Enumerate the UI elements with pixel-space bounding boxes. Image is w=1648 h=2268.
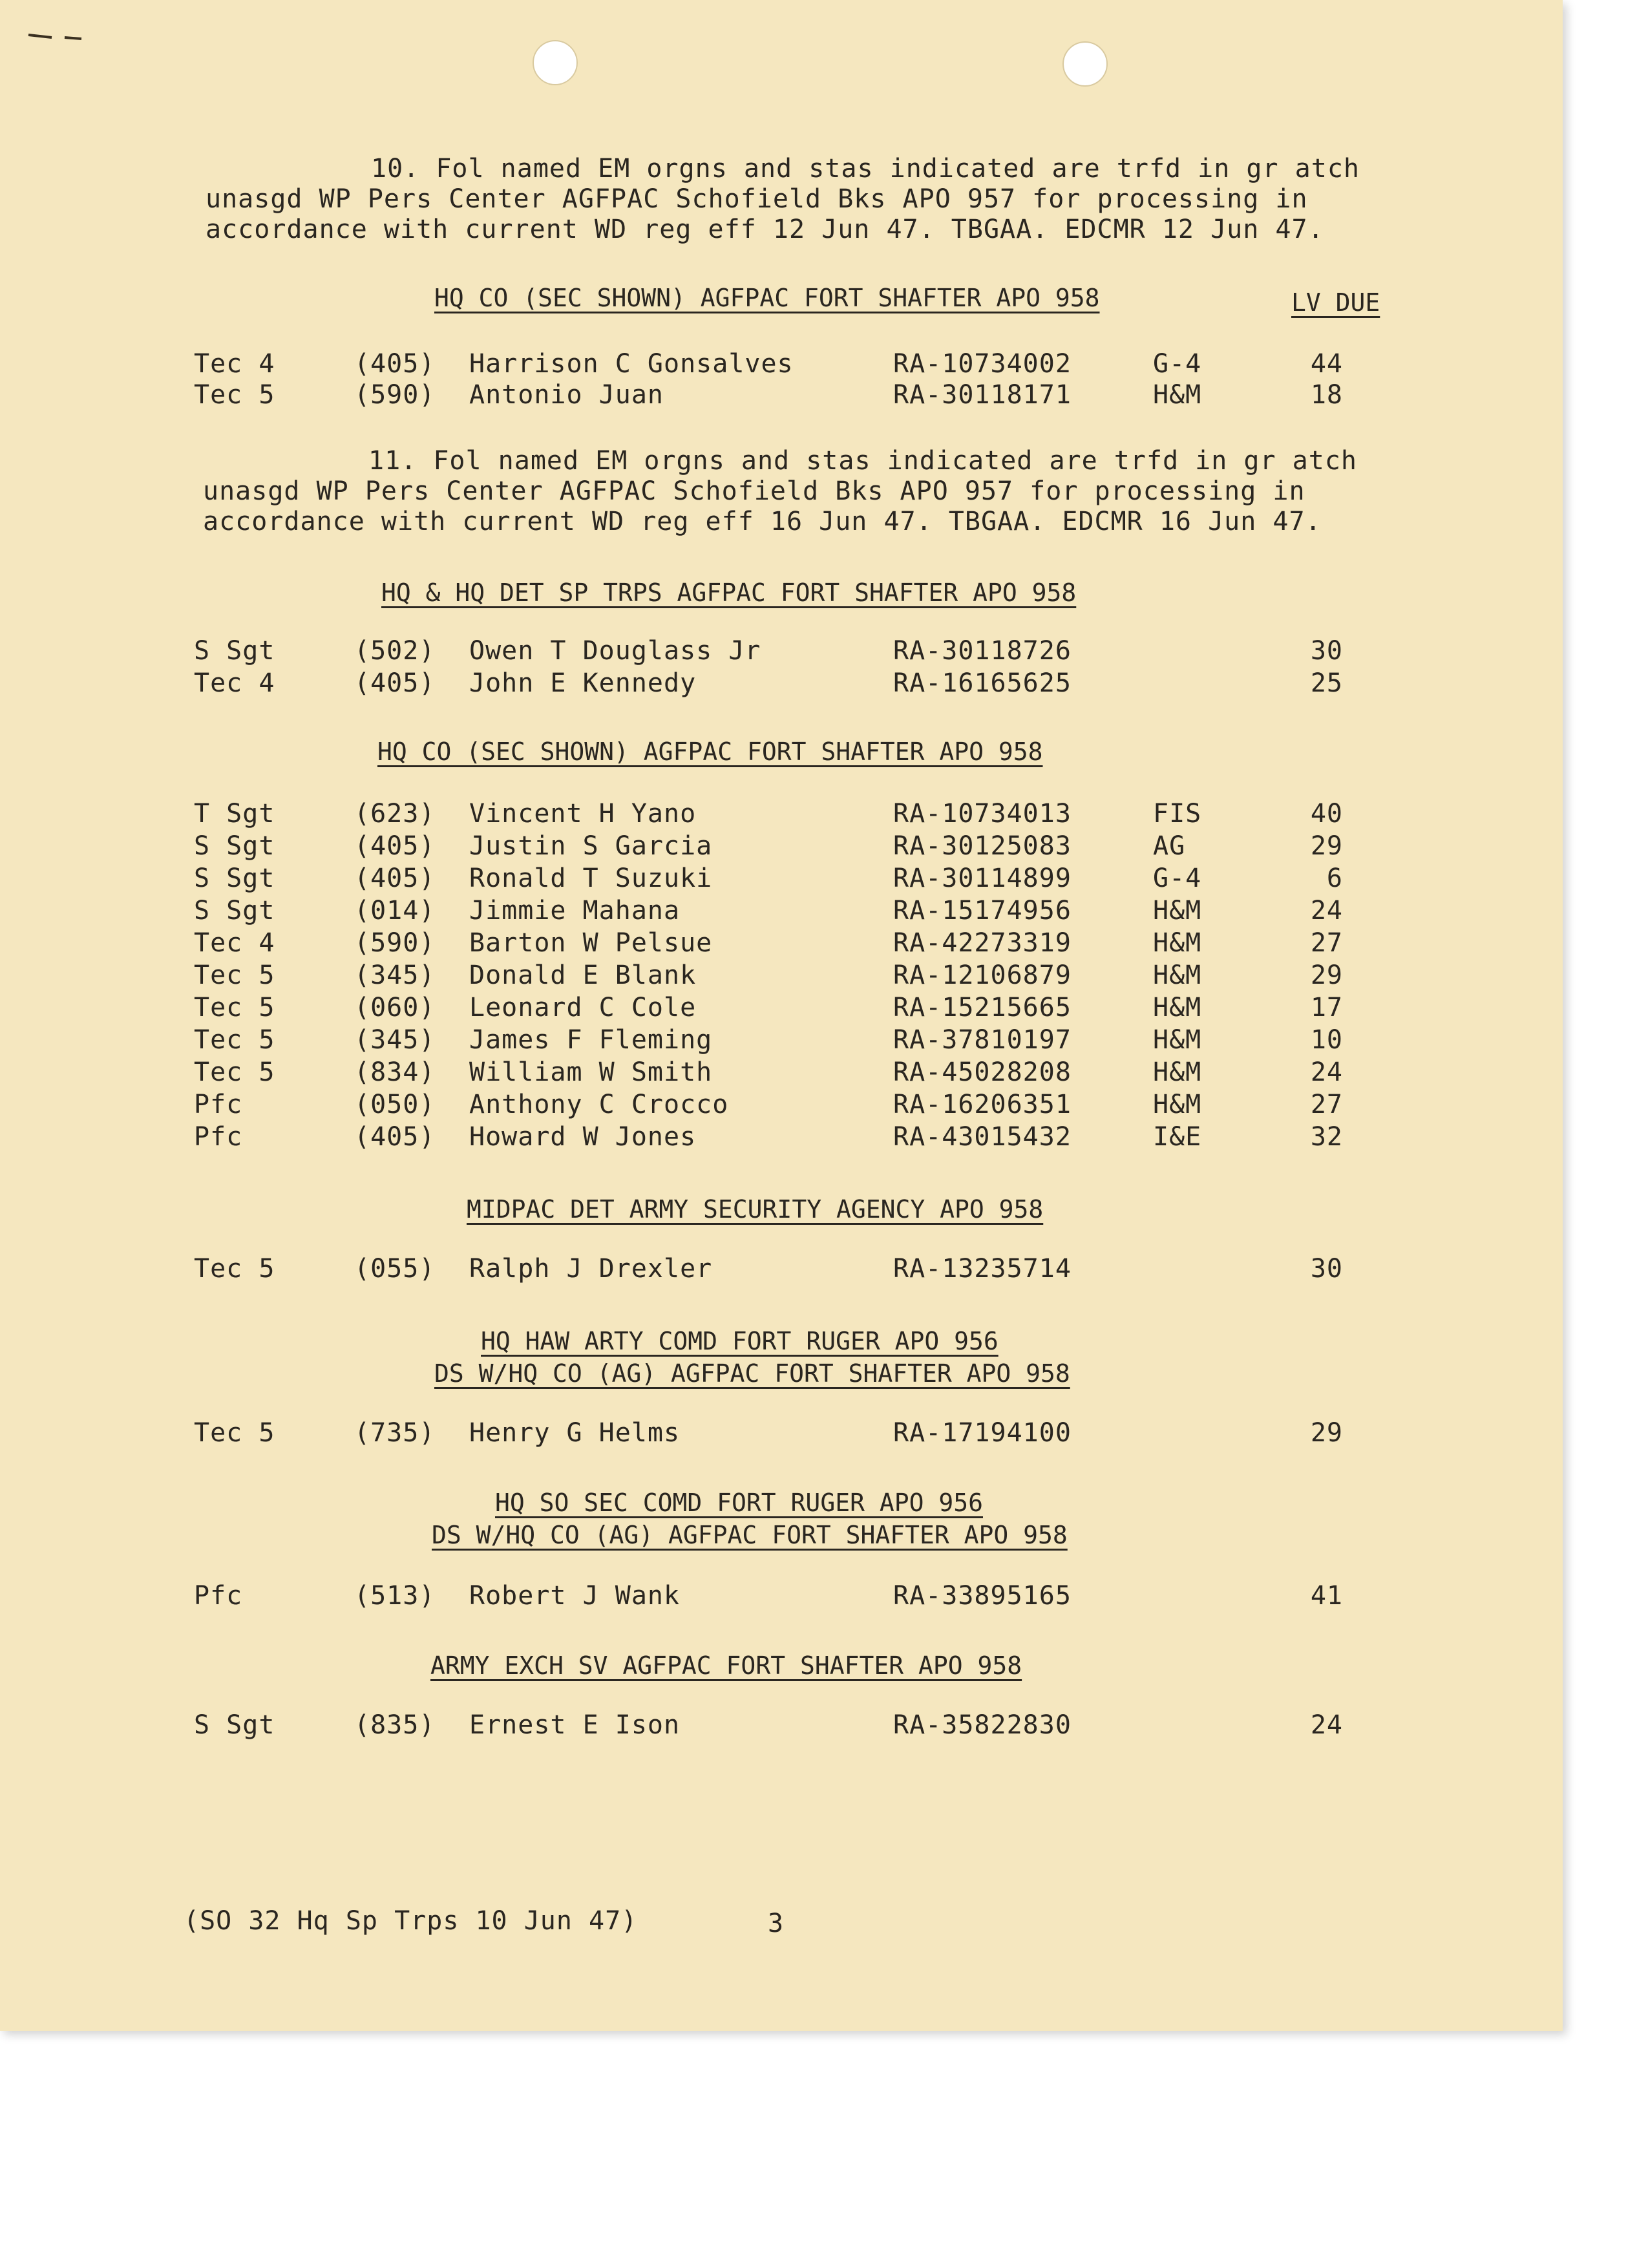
table-row [0, 349, 1563, 381]
lv-due-label: LV DUE [1291, 288, 1380, 317]
section-3-header: HQ CO (SEC SHOWN) AGFPAC FORT SHAFTER APO 958 [377, 737, 1043, 766]
paragraph-10: 10. Fol named EM orgns and stas indicated are trfd in gr atch unasgd WP Pers Center AGFPAC Schofield Bks APO 957 for processing in accordance with current WD reg eff 12 Jun 47. TBGAA. EDCMR 12 Jun 47. [206, 154, 1360, 244]
cell-name: Owen T Douglass Jr [469, 636, 761, 666]
cell-name: Vincent H Yano [469, 799, 697, 829]
cell-name: William W Smith [469, 1057, 713, 1087]
footer-reference: (SO 32 Hq Sp Trps 10 Jun 47) [184, 1906, 638, 1936]
table-row [0, 896, 1563, 928]
cell-lv: 30 [1310, 636, 1343, 666]
cell-lv: 6 [1326, 864, 1343, 893]
section-6-header-line2: DS W/HQ CO (AG) AGFPAC FORT SHAFTER APO 958 [432, 1521, 1068, 1549]
cell-lv: 24 [1310, 1057, 1343, 1087]
cell-name: James F Fleming [469, 1025, 713, 1055]
cell-grade: Tec 5 [194, 960, 275, 990]
section-2-header: HQ & HQ DET SP TRPS AGFPAC FORT SHAFTER APO 958 [381, 578, 1077, 607]
cell-mos: (405) [354, 864, 436, 893]
paragraph-11: 11. Fol named EM orgns and stas indicated are trfd in gr atch unasgd WP Pers Center AGFPAC Schofield Bks APO 957 for processing in accordance with current WD reg eff 16 Jun 47. TBGAA. EDCMR 16 Jun 47. [203, 446, 1358, 536]
cell-grade: S Sgt [194, 831, 275, 861]
cell-lv: 24 [1310, 1710, 1343, 1740]
cell-lv: 40 [1310, 799, 1343, 829]
cell-asn: RA-37810197 [893, 1025, 1072, 1055]
cell-grade: S Sgt [194, 896, 275, 926]
cell-lv: 44 [1310, 349, 1343, 379]
cell-asn: RA-10734002 [893, 349, 1072, 379]
cell-lv: 27 [1310, 928, 1343, 958]
cell-asn: RA-42273319 [893, 928, 1072, 958]
cell-mos: (405) [354, 831, 436, 861]
cell-asn: RA-33895165 [893, 1581, 1072, 1611]
cell-name: Justin S Garcia [469, 831, 713, 861]
section-4-header: MIDPAC DET ARMY SECURITY AGENCY APO 958 [467, 1195, 1044, 1224]
table-row [0, 1122, 1563, 1154]
cell-grade: T Sgt [194, 799, 275, 829]
cell-sec: H&M [1153, 928, 1202, 958]
cell-grade: S Sgt [194, 1710, 275, 1740]
cell-lv: 25 [1310, 668, 1343, 698]
cell-lv: 10 [1310, 1025, 1343, 1055]
cell-sec: H&M [1153, 1025, 1202, 1055]
cell-asn: RA-16206351 [893, 1090, 1072, 1119]
cell-asn: RA-13235714 [893, 1254, 1072, 1284]
cell-sec: H&M [1153, 380, 1202, 410]
cell-grade: Tec 5 [194, 1418, 275, 1448]
cell-name: Ernest E Ison [469, 1710, 681, 1740]
cell-name: John E Kennedy [469, 668, 697, 698]
table-row [0, 1418, 1563, 1450]
punch-hole-left [533, 40, 578, 85]
punch-hole-right [1062, 41, 1108, 87]
section-5-header-line1: HQ HAW ARTY COMD FORT RUGER APO 956 [481, 1327, 998, 1355]
page-number: 3 [768, 1909, 785, 1938]
table-row [0, 993, 1563, 1025]
cell-name: Ronald T Suzuki [469, 864, 713, 893]
table-row [0, 1057, 1563, 1090]
cell-sec: G-4 [1153, 349, 1202, 379]
cell-mos: (050) [354, 1090, 436, 1119]
cell-sec: H&M [1153, 896, 1202, 926]
cell-asn: RA-30125083 [893, 831, 1072, 861]
cell-grade: S Sgt [194, 636, 275, 666]
cell-mos: (835) [354, 1710, 436, 1740]
cell-sec: H&M [1153, 960, 1202, 990]
table-row [0, 928, 1563, 960]
cell-asn: RA-15174956 [893, 896, 1072, 926]
cell-mos: (345) [354, 1025, 436, 1055]
cell-lv: 27 [1310, 1090, 1343, 1119]
cell-grade: Tec 4 [194, 928, 275, 958]
table-row [0, 1025, 1563, 1057]
cell-asn: RA-16165625 [893, 668, 1072, 698]
cell-mos: (834) [354, 1057, 436, 1087]
cell-mos: (735) [354, 1418, 436, 1448]
cell-lv: 18 [1310, 380, 1343, 410]
cell-name: Ralph J Drexler [469, 1254, 713, 1284]
section-5-header-line2: DS W/HQ CO (AG) AGFPAC FORT SHAFTER APO 958 [434, 1359, 1070, 1388]
cell-name: Henry G Helms [469, 1418, 681, 1448]
cell-mos: (513) [354, 1581, 436, 1611]
table-row [0, 1581, 1563, 1613]
section-6-header-line1: HQ SO SEC COMD FORT RUGER APO 956 [495, 1489, 983, 1517]
section-1-header: HQ CO (SEC SHOWN) AGFPAC FORT SHAFTER APO 958 [434, 284, 1100, 312]
cell-mos: (405) [354, 668, 436, 698]
table-row [0, 799, 1563, 831]
cell-mos: (405) [354, 1122, 436, 1152]
cell-asn: RA-12106879 [893, 960, 1072, 990]
cell-sec: AG [1153, 831, 1186, 861]
cell-mos: (405) [354, 349, 436, 379]
cell-name: Barton W Pelsue [469, 928, 713, 958]
cell-asn: RA-30118171 [893, 380, 1072, 410]
cell-name: Donald E Blank [469, 960, 697, 990]
cell-asn: RA-17194100 [893, 1418, 1072, 1448]
table-row [0, 636, 1563, 668]
cell-lv: 17 [1310, 993, 1343, 1023]
cell-name: Robert J Wank [469, 1581, 681, 1611]
cell-mos: (502) [354, 636, 436, 666]
cell-grade: S Sgt [194, 864, 275, 893]
cell-lv: 29 [1310, 960, 1343, 990]
cell-grade: Pfc [194, 1122, 243, 1152]
cell-lv: 29 [1310, 831, 1343, 861]
table-row [0, 380, 1563, 412]
cell-lv: 32 [1310, 1122, 1343, 1152]
cell-mos: (060) [354, 993, 436, 1023]
cell-grade: Tec 5 [194, 1025, 275, 1055]
cell-grade: Tec 4 [194, 668, 275, 698]
cell-asn: RA-35822830 [893, 1710, 1072, 1740]
cell-name: Leonard C Cole [469, 993, 697, 1023]
cell-name: Jimmie Mahana [469, 896, 681, 926]
cell-grade: Pfc [194, 1090, 243, 1119]
cell-sec: G-4 [1153, 864, 1202, 893]
cell-mos: (055) [354, 1254, 436, 1284]
cell-sec: H&M [1153, 993, 1202, 1023]
cell-sec: H&M [1153, 1057, 1202, 1087]
table-row [0, 668, 1563, 701]
cell-lv: 29 [1310, 1418, 1343, 1448]
cell-lv: 24 [1310, 896, 1343, 926]
cell-asn: RA-43015432 [893, 1122, 1072, 1152]
cell-lv: 30 [1310, 1254, 1343, 1284]
section-7-header: ARMY EXCH SV AGFPAC FORT SHAFTER APO 958 [430, 1651, 1022, 1680]
cell-lv: 41 [1310, 1581, 1343, 1611]
cell-name: Anthony C Crocco [469, 1090, 729, 1119]
cell-sec: FIS [1153, 799, 1202, 829]
cell-asn: RA-30118726 [893, 636, 1072, 666]
pencil-mark [26, 28, 84, 41]
cell-asn: RA-30114899 [893, 864, 1072, 893]
cell-grade: Tec 5 [194, 1254, 275, 1284]
table-row [0, 960, 1563, 993]
table-row [0, 1254, 1563, 1286]
cell-mos: (345) [354, 960, 436, 990]
cell-mos: (623) [354, 799, 436, 829]
cell-grade: Tec 5 [194, 993, 275, 1023]
cell-name: Harrison C Gonsalves [469, 349, 794, 379]
cell-mos: (014) [354, 896, 436, 926]
table-row [0, 864, 1563, 896]
cell-name: Howard W Jones [469, 1122, 697, 1152]
cell-asn: RA-15215665 [893, 993, 1072, 1023]
cell-grade: Tec 5 [194, 1057, 275, 1087]
cell-grade: Tec 5 [194, 380, 275, 410]
cell-sec: H&M [1153, 1090, 1202, 1119]
table-row [0, 831, 1563, 864]
cell-grade: Pfc [194, 1581, 243, 1611]
cell-mos: (590) [354, 928, 436, 958]
cell-asn: RA-45028208 [893, 1057, 1072, 1087]
cell-asn: RA-10734013 [893, 799, 1072, 829]
cell-grade: Tec 4 [194, 349, 275, 379]
cell-name: Antonio Juan [469, 380, 664, 410]
cell-mos: (590) [354, 380, 436, 410]
table-row [0, 1090, 1563, 1122]
table-row [0, 1710, 1563, 1743]
cell-sec: I&E [1153, 1122, 1202, 1152]
